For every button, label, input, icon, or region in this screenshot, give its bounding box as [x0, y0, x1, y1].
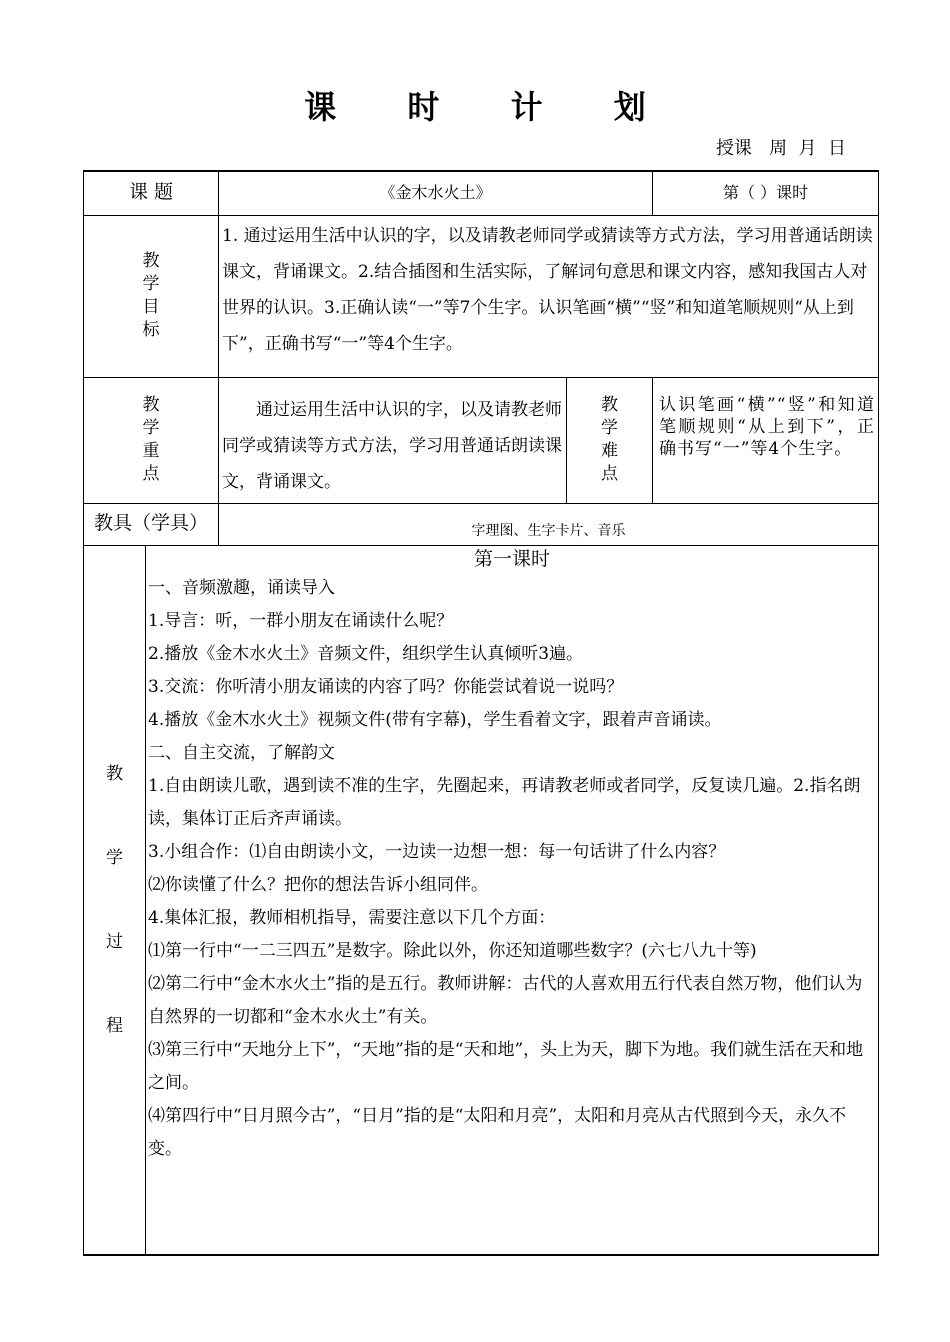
process-line: ⑷第四行中“日月照今古”，“日月”指的是“太阳和月亮”，太阳和月亮从古代照到今天，永久不变。	[148, 1105, 847, 1159]
difficulty-text: 认识笔画“横”“竖”和知道笔顺规则“从上到下”，正确书写“一”等4个生字。	[653, 377, 879, 503]
process-line: 4.集体汇报，教师相机指导，需要注意以下几个方面：	[148, 907, 556, 928]
process-row	[84, 545, 879, 1255]
tools-label: 教具（学具）	[84, 503, 219, 545]
topic-row	[84, 171, 879, 215]
process-line: ⑵第二行中“金木水火土”指的是五行。教师讲解：古代的人喜欢用五行代表自然万物，他们认为自然界的一切都和“金木水火土”有关。	[148, 973, 863, 1027]
process-line: 二、自主交流，了解韵文	[148, 742, 335, 763]
process-label: 教 学 过 程	[84, 545, 146, 1255]
process-line: 1.自由朗读儿歌，遇到读不准的生字，先圈起来，再请教老师或者同学，反复读几遍。2.指名朗读，集体订正后齐声诵读。	[148, 775, 861, 829]
topic-label: 课 题	[84, 171, 219, 215]
topic-value: 《金木水火土》	[219, 171, 653, 215]
process-line: 一、音频激趣，诵读导入	[148, 577, 335, 598]
goals-row	[84, 215, 879, 377]
process-line: ⑴第一行中“一二三四五”是数字。除此以外，你还知道哪些数字？(六七八九十等)	[148, 940, 757, 961]
process-line: 4.播放《金木水火土》视频文件(带有字幕)，学生看着文字，跟着声音诵读。	[148, 709, 722, 730]
tools-row	[84, 503, 879, 545]
key-points-label: 教 学 重 点	[84, 377, 219, 503]
key-points-row	[84, 377, 879, 503]
date-line: 授课 周 月 日	[715, 138, 846, 159]
period-label: 第（ ）课时	[653, 171, 879, 215]
key-points-text: 通过运用生活中认识的字，以及请教老师同学或猜读等方式方法，学习用普通话朗读课文，背诵课文。	[219, 377, 567, 503]
process-body	[146, 545, 879, 1255]
goals-label: 教 学 目 标	[84, 215, 219, 377]
process-line: 2.播放《金木水火土》音频文件，组织学生认真倾听3遍。	[148, 643, 584, 664]
process-line: 1.导言：听，一群小朋友在诵读什么呢？	[148, 610, 454, 631]
page-title: 课 时 计 划	[304, 88, 676, 126]
process-line: ⑵你读懂了什么？把你的想法告诉小组同伴。	[148, 874, 488, 895]
tools-value: 字理图、生字卡片、音乐	[219, 503, 879, 545]
process-line: ⑶第三行中“天地分上下”，“天地”指的是“天和地”，头上为天，脚下为地。我们就生活在天和地之间。	[148, 1039, 864, 1093]
process-line: 3.交流：你听清小朋友诵读的内容了吗？你能尝试着说一说吗？	[148, 676, 624, 697]
goals-text: 1. 通过运用生活中认识的字，以及请教老师同学或猜读等方式方法，学习用普通话朗读课文，背诵课文。2.结合插图和生活实际，了解词句意思和课文内容，感知我国古人对世界的认识。3.正确认读“一”等7个生字。认识笔画“横”“竖”和知道笔顺规则“从上到下”，正确书写“一”等4个生字。	[219, 215, 879, 377]
lesson-plan-table	[83, 170, 879, 1256]
process-line: 3.小组合作：⑴自由朗读小文，一边读一边想一想：每一句话讲了什么内容？	[148, 841, 726, 862]
difficulty-label: 教 学 难 点	[567, 377, 653, 503]
process-heading: 第一课时	[474, 547, 551, 570]
